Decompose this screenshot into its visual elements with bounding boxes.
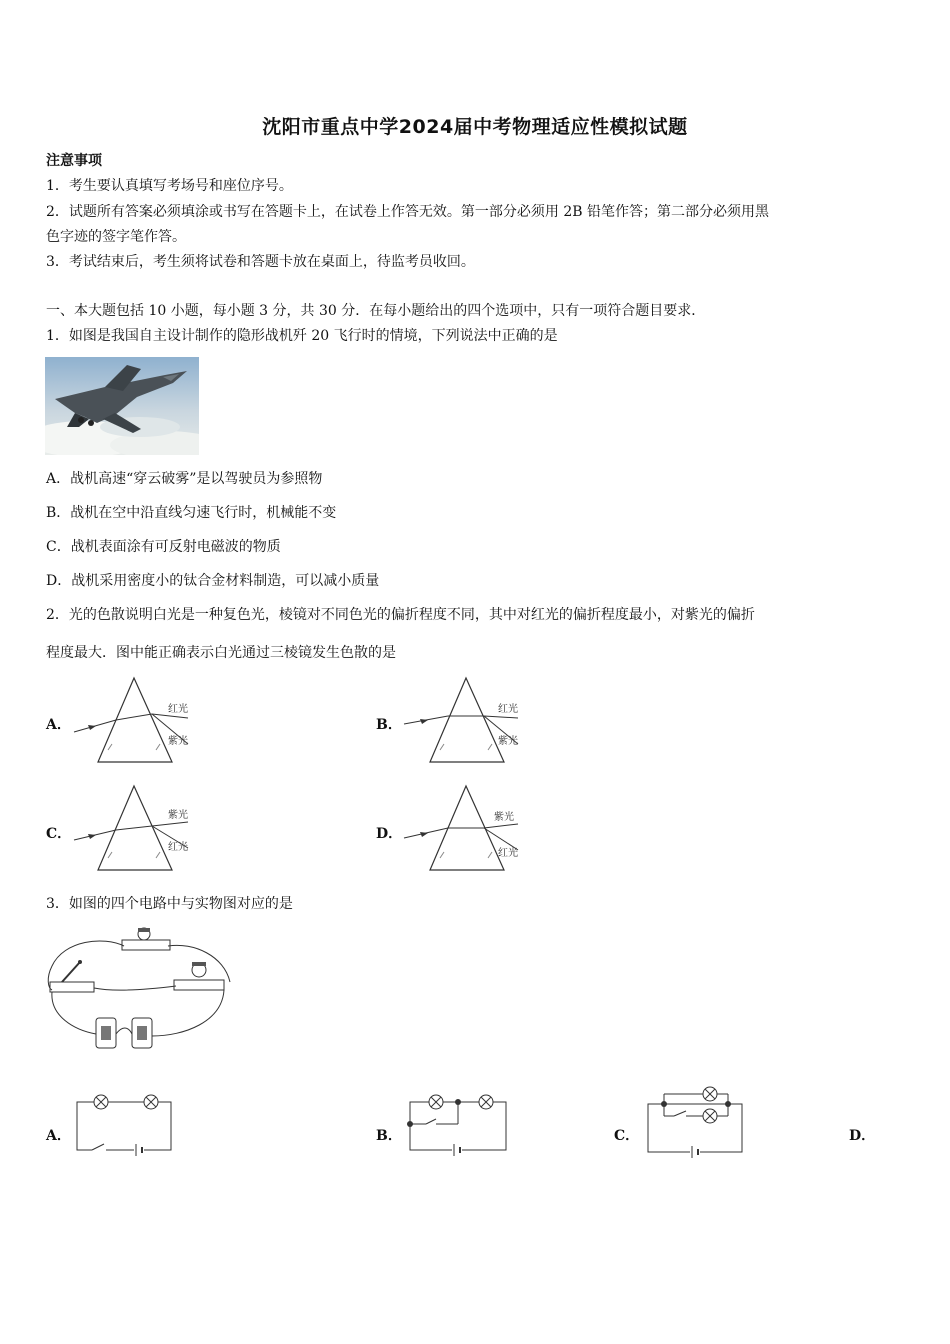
q2-c-bottom-label: 红光 xyxy=(168,842,188,853)
q1-option-b: B．战机在空中沿直线匀速飞行时，机械能不变 xyxy=(46,505,337,521)
q2-option-c-label: C． xyxy=(46,826,72,842)
q2-c-top-label: 紫光 xyxy=(168,810,188,821)
q3-circuit-c xyxy=(642,1080,748,1160)
q3-option-d-label: D． xyxy=(849,1128,876,1144)
notice-item-3: 3．考试结束后，考生须将试卷和答题卡放在桌面上，待监考员收回。 xyxy=(46,254,475,270)
section-heading: 一、本大题包括 10 小题，每小题 3 分，共 30 分．在每小题给出的四个选项中，只有一项符合题目要求． xyxy=(46,303,706,319)
q2-a-bottom-label: 紫光 xyxy=(168,736,188,747)
q2-option-a-label: A． xyxy=(46,717,71,733)
q3-stem: 3．如图的四个电路中与实物图对应的是 xyxy=(46,896,293,912)
notice-heading: 注意事项 xyxy=(46,153,102,169)
q3-option-b-label: B． xyxy=(376,1128,402,1144)
q2-prism-diagram-c xyxy=(72,782,197,874)
q2-stem-line1: 2．光的色散说明白光是一种复色光，棱镜对不同色光的偏折程度不同，其中对红光的偏折程度最小，对紫光的偏折 xyxy=(46,607,755,623)
q2-option-d-label: D． xyxy=(376,826,403,842)
q2-prism-diagram-b xyxy=(402,674,527,766)
q2-stem-line2: 程度最大．图中能正确表示白光通过三棱镜发生色散的是 xyxy=(46,645,396,661)
q2-b-bottom-label: 紫光 xyxy=(498,736,518,747)
q1-option-a: A．战机高速“穿云破雾”是以驾驶员为参照物 xyxy=(46,471,323,487)
q1-option-c: C．战机表面涂有可反射电磁波的物质 xyxy=(46,539,281,555)
q1-option-d: D．战机采用密度小的钛合金材料制造，可以减小质量 xyxy=(46,573,380,589)
q2-d-top-label: 紫光 xyxy=(494,812,514,823)
notice-item-1: 1．考生要认真填写考场号和座位序号。 xyxy=(46,178,293,194)
notice-item-2: 2．试题所有答案必须填涂或书写在答题卡上，在试卷上作答无效。第一部分必须用 2B 铅笔作答；第二部分必须用黑 xyxy=(46,204,769,220)
q2-option-b-label: B． xyxy=(376,717,402,733)
q3-circuit-b xyxy=(404,1092,512,1158)
page-title: 沈阳市重点中学2024届中考物理适应性模拟试题 xyxy=(262,116,688,138)
q2-a-top-label: 红光 xyxy=(168,704,188,715)
q2-prism-diagram-a xyxy=(72,674,197,766)
q3-circuit-a xyxy=(72,1092,176,1158)
fighter-jet-photo xyxy=(45,357,199,455)
q2-b-top-label: 红光 xyxy=(498,704,518,715)
notice-item-2-cont: 色字迹的签字笔作答。 xyxy=(46,229,186,245)
q3-physical-circuit-figure xyxy=(44,926,240,1056)
q1-stem: 1．如图是我国自主设计制作的隐形战机歼 20 飞行时的情境，下列说法中正确的是 xyxy=(46,328,558,344)
q3-option-c-label: C． xyxy=(614,1128,640,1144)
q2-prism-diagram-d xyxy=(402,782,527,874)
q2-d-bottom-label: 红光 xyxy=(498,848,518,859)
q3-option-a-label: A． xyxy=(46,1128,71,1144)
